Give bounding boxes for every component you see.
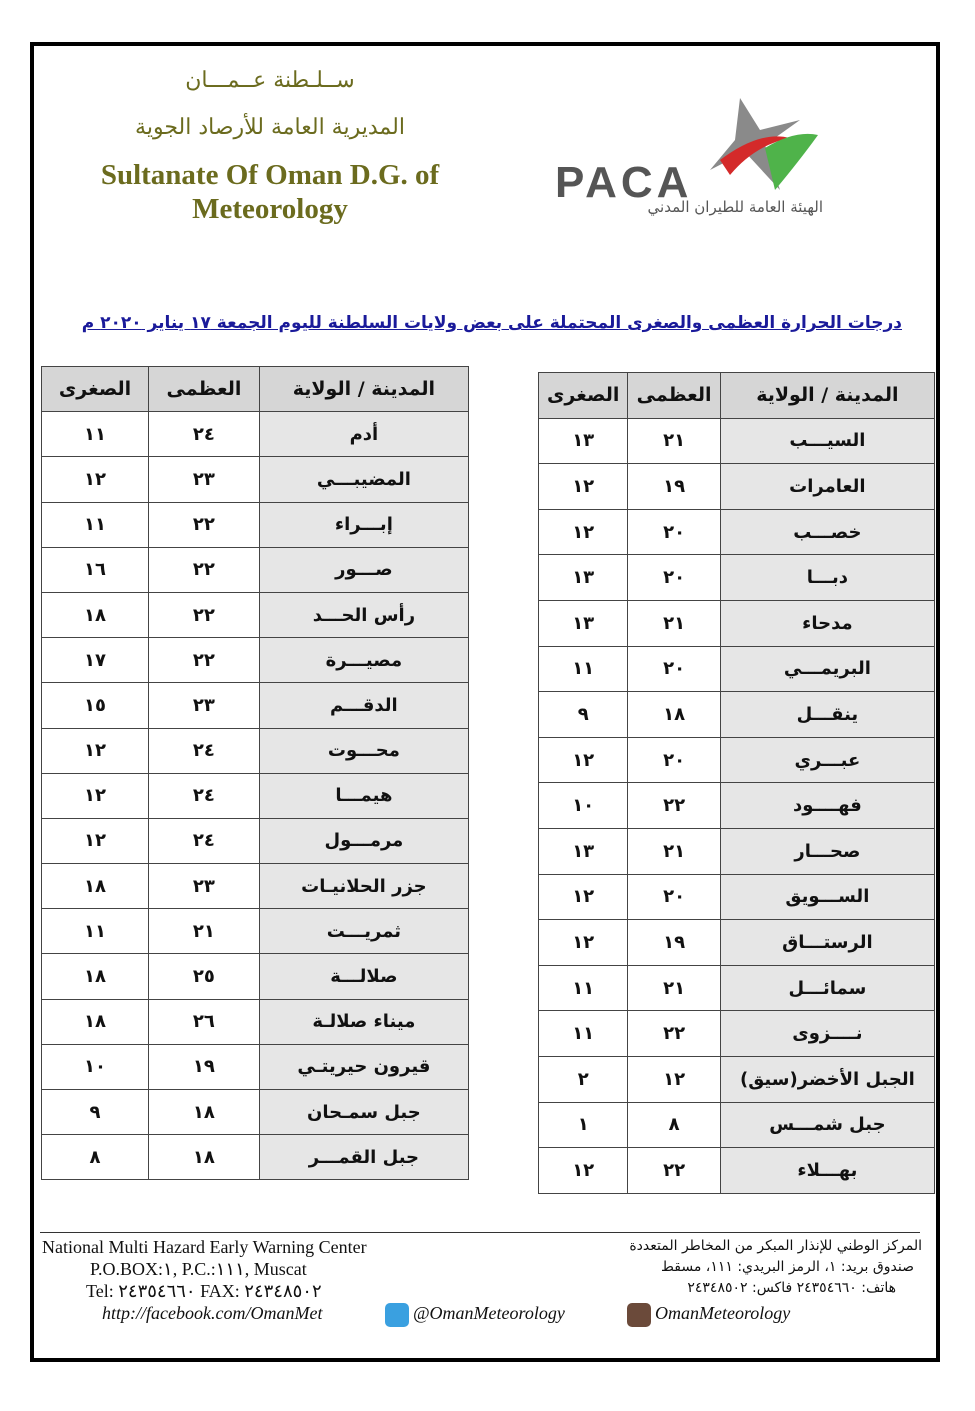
min-temp-cell: ١١ [42,909,149,954]
table-row [539,600,935,646]
column-header-min: الصغرى [539,373,628,419]
table-row [539,828,935,874]
min-temp-cell: ١٣ [539,600,628,646]
footer-en-center: National Multi Hazard Early Warning Center [42,1237,367,1257]
table-row [539,874,935,920]
table-row [539,783,935,829]
city-cell: ميناء صلالـة [259,999,468,1044]
max-temp-cell: ٢١ [628,600,720,646]
min-temp-cell: ٩ [539,692,628,738]
max-temp-cell: ٢٢ [628,783,720,829]
max-temp-cell: ٢٣ [149,457,260,502]
table-header-row [42,367,469,412]
city-cell: جبل شمـــس [720,1102,934,1148]
min-temp-cell: ١٨ [42,954,149,999]
max-temp-cell: ٢٠ [628,737,720,783]
logo-text: PACA [555,158,693,207]
table-row [539,692,935,738]
city-cell: خصـــب [720,509,934,555]
city-cell: صـــور [259,547,468,592]
min-temp-cell: ١٣ [539,828,628,874]
min-temp-cell: ١٢ [42,728,149,773]
city-cell: أدم [259,412,468,457]
city-cell: إبـــراء [259,502,468,547]
min-temp-cell: ١٢ [539,1148,628,1194]
max-temp-cell: ٢١ [628,418,720,464]
max-temp-cell: ١٨ [149,1135,260,1180]
city-cell: الجبل الأخضر(سيق) [720,1056,934,1102]
en-org-line2: Meteorology [192,193,348,225]
max-temp-cell: ٢٠ [628,646,720,692]
city-cell: المضيبـــي [259,457,468,502]
max-temp-cell: ٢٤ [149,728,260,773]
max-temp-cell: ٢٣ [149,864,260,909]
min-temp-cell: ١٢ [539,464,628,510]
max-temp-cell: ٢٣ [149,683,260,728]
city-cell: البريمـــي [720,646,934,692]
table-row [42,412,469,457]
city-cell: بهـــلاء [720,1148,934,1194]
city-cell: هيمـــا [259,773,468,818]
max-temp-cell: ٢٤ [149,818,260,863]
city-cell: الســـويق [720,874,934,920]
max-temp-cell: ٢٦ [149,999,260,1044]
table-row [42,818,469,863]
max-temp-cell: ٢٠ [628,509,720,555]
table-row [42,773,469,818]
city-cell: جبل سمـحان [259,1090,468,1135]
column-header-max: العظمى [149,367,260,412]
table-row [539,509,935,555]
max-temp-cell: ١٨ [628,692,720,738]
min-temp-cell: ١٢ [42,457,149,502]
footer-en-tel: Tel: ٢٤٣٥٤٦٦٠ FAX: ٢٤٣٤٨٥٠٢ [86,1281,322,1301]
instagram-icon [627,1303,651,1327]
city-cell: نــــزوى [720,1011,934,1057]
en-org-name [70,158,470,226]
instagram-link[interactable] [627,1303,790,1327]
table-row [42,1135,469,1180]
max-temp-cell: ٢٢ [149,547,260,592]
min-temp-cell: ١١ [42,412,149,457]
max-temp-cell: ١٩ [628,920,720,966]
min-temp-cell: ١٢ [539,920,628,966]
max-temp-cell: ١٩ [628,464,720,510]
table-row [539,1011,935,1057]
table-row [539,965,935,1011]
table-row [42,547,469,592]
table-row [539,418,935,464]
table-row [42,999,469,1044]
city-cell: السيـــب [720,418,934,464]
city-cell: فهــــود [720,783,934,829]
table-row [539,920,935,966]
footer-en-pobox: P.O.BOX:١, P.C.:١١١, Muscat [90,1259,307,1279]
table-row [539,1102,935,1148]
table-row [42,592,469,637]
max-temp-cell: ١٩ [149,1044,260,1089]
footer-divider [40,1232,920,1233]
min-temp-cell: ١٣ [539,418,628,464]
min-temp-cell: ١٨ [42,999,149,1044]
city-cell: الرستـــاق [720,920,934,966]
city-cell: العامرات [720,464,934,510]
min-temp-cell: ١١ [539,646,628,692]
table-row [42,1044,469,1089]
table-row [539,464,935,510]
max-temp-cell: ١٨ [149,1090,260,1135]
city-cell: رأس الحـــد [259,592,468,637]
max-temp-cell: ٢١ [628,965,720,1011]
table-row [539,737,935,783]
facebook-link[interactable]: http://facebook.com/OmanMet [102,1303,323,1323]
footer-ar-tel: هاتف: ٢٤٣٥٤٦٦٠ فاكس: ٢٤٣٤٨٥٠٢ [687,1280,896,1296]
max-temp-cell: ١٢ [628,1056,720,1102]
table-row [42,1090,469,1135]
min-temp-cell: ١٨ [42,592,149,637]
max-temp-cell: ٢٠ [628,874,720,920]
city-cell: جزر الحلانيـات [259,864,468,909]
twitter-icon [385,1303,409,1327]
page-title: درجات الحرارة العظمى والصغرى المحتملة على بعض ولايات السلطنة لليوم الجمعة ١٧ يناير ٢٠٢٠ م [81,313,902,333]
logo-subtitle: الهيئة العامة للطيران المدني [647,198,823,216]
min-temp-cell: ١٢ [539,874,628,920]
min-temp-cell: ١٥ [42,683,149,728]
temperature-table-right [538,372,935,1194]
city-cell: جبل القمـــر [259,1135,468,1180]
min-temp-cell: ١٢ [539,737,628,783]
min-temp-cell: ٢ [539,1056,628,1102]
en-org-line1: Sultanate Of Oman D.G. of [100,159,440,191]
city-cell: صحـــار [720,828,934,874]
min-temp-cell: ١٣ [539,555,628,601]
ar-department-name: المديرية العامة للأرصاد الجوية [135,115,405,140]
min-temp-cell: ١٨ [42,864,149,909]
max-temp-cell: ٢٠ [628,555,720,601]
max-temp-cell: ٢٢ [628,1011,720,1057]
max-temp-cell: ٢١ [628,828,720,874]
footer-ar-pobox: صندوق بريد: ١، الرمز البريدي: ١١١، مسقط [661,1259,914,1275]
twitter-link[interactable] [385,1303,565,1327]
table-row [42,502,469,547]
footer-ar-center: المركز الوطني للإنذار المبكر من المخاطر المتعددة [629,1238,922,1254]
city-cell: عبـــري [720,737,934,783]
min-temp-cell: ٩ [42,1090,149,1135]
min-temp-cell: ١٢ [42,773,149,818]
min-temp-cell: ١ [539,1102,628,1148]
max-temp-cell: ٢٢ [628,1148,720,1194]
min-temp-cell: ١٠ [42,1044,149,1089]
min-temp-cell: ١١ [539,965,628,1011]
table-row [42,909,469,954]
city-cell: دبـــا [720,555,934,601]
temperature-table-left [41,366,469,1180]
min-temp-cell: ١٧ [42,638,149,683]
column-header-max: العظمى [628,373,720,419]
table-row [42,638,469,683]
city-cell: صلالـــة [259,954,468,999]
column-header-city: المدينة / الولاية [259,367,468,412]
city-cell: الدقـــم [259,683,468,728]
min-temp-cell: ١١ [42,502,149,547]
max-temp-cell: ٢٥ [149,954,260,999]
city-cell: سمائـــل [720,965,934,1011]
max-temp-cell: ٢٢ [149,502,260,547]
table-row [42,728,469,773]
table-row [42,457,469,502]
ar-country-name: ســلـطنة عــمـــان [185,68,355,93]
table-row [42,683,469,728]
city-cell: مصيـــرة [259,638,468,683]
min-temp-cell: ١٦ [42,547,149,592]
city-cell: ثمريـــت [259,909,468,954]
footer-en-contact [42,1236,412,1302]
city-cell: ينقـــل [720,692,934,738]
city-cell: مدحاء [720,600,934,646]
table-row [539,555,935,601]
max-temp-cell: ٨ [628,1102,720,1148]
footer-ar-contact [560,1236,922,1299]
min-temp-cell: ١١ [539,1011,628,1057]
min-temp-cell: ١٢ [42,818,149,863]
max-temp-cell: ٢٤ [149,773,260,818]
table-header-row [539,373,935,419]
table-row [539,646,935,692]
min-temp-cell: ٨ [42,1135,149,1180]
max-temp-cell: ٢١ [149,909,260,954]
city-cell: محـــوت [259,728,468,773]
max-temp-cell: ٢٢ [149,592,260,637]
max-temp-cell: ٢٤ [149,412,260,457]
column-header-city: المدينة / الولاية [720,373,934,419]
city-cell: مرمـــول [259,818,468,863]
city-cell: قيرون حيريتـي [259,1044,468,1089]
table-row [42,864,469,909]
min-temp-cell: ١٢ [539,509,628,555]
table-row [539,1148,935,1194]
min-temp-cell: ١٠ [539,783,628,829]
column-header-min: الصغرى [42,367,149,412]
table-row [539,1056,935,1102]
max-temp-cell: ٢٢ [149,638,260,683]
twitter-handle: @OmanMeteorology [413,1303,565,1324]
instagram-handle: OmanMeteorology [655,1303,791,1324]
table-row [42,954,469,999]
